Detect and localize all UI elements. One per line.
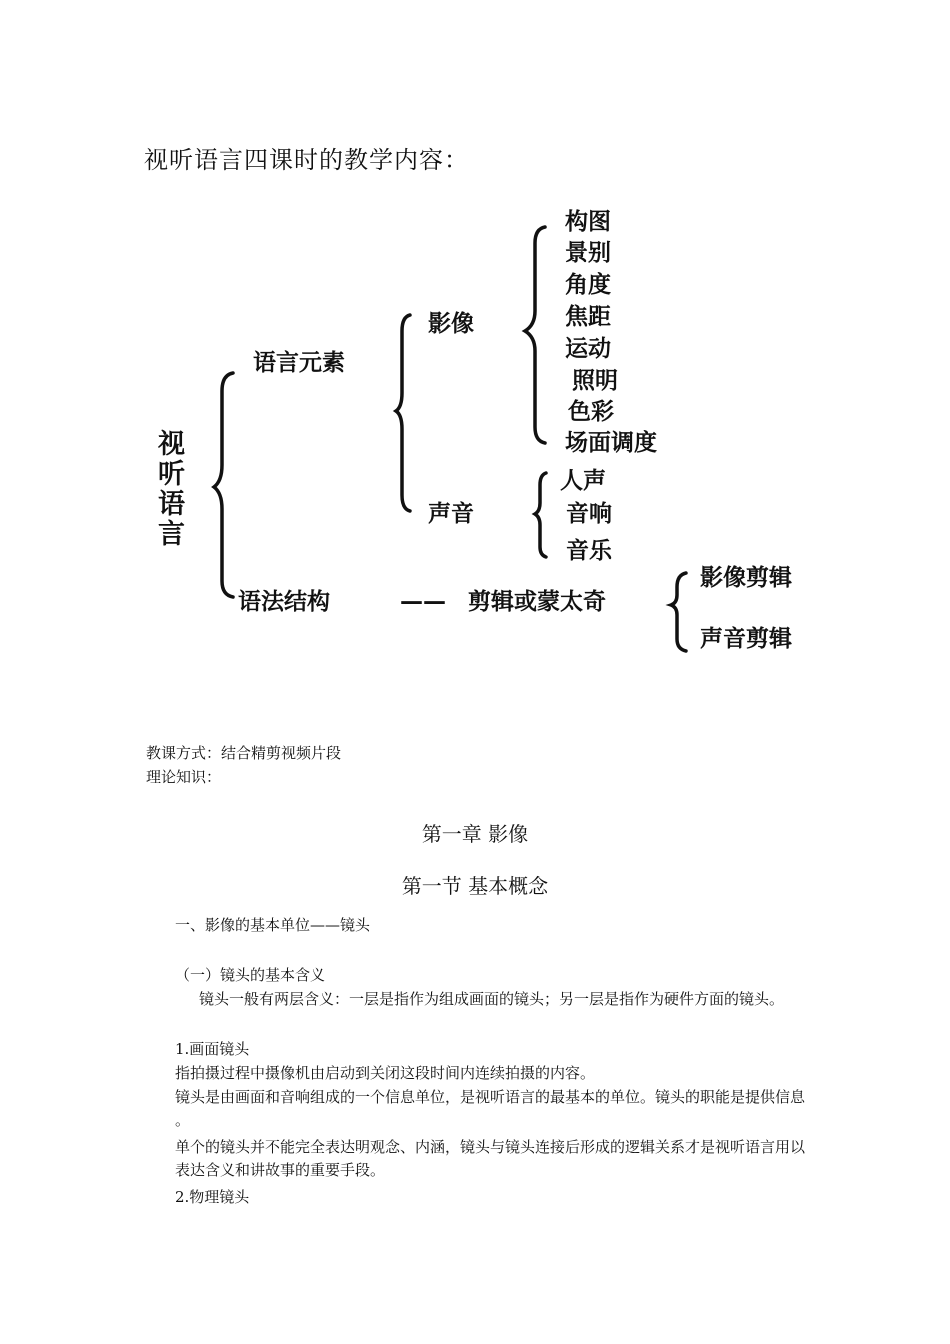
image-item: 色彩 xyxy=(568,399,614,425)
paragraph: 镜头一般有两层含义：一层是指作为组成画面的镜头；另一层是指作为硬件方面的镜头。 xyxy=(199,990,785,1008)
elements-brace xyxy=(396,315,410,511)
image-item: 焦距 xyxy=(565,304,611,330)
dash: —— xyxy=(400,589,446,615)
section-title: 第一节 基本概念 xyxy=(401,874,549,898)
root-char-4: 言 xyxy=(158,519,185,550)
sound-item: 音响 xyxy=(566,501,612,527)
page-heading: 视听语言四课时的教学内容： xyxy=(144,146,469,174)
edit-item: 影像剪辑 xyxy=(700,565,792,591)
sound-label: 声音 xyxy=(428,501,474,527)
chapter-title: 第一章 影像 xyxy=(421,822,529,846)
list-item-heading: 2.物理镜头 xyxy=(175,1188,250,1206)
subsection-heading: 一、影像的基本单位——镜头 xyxy=(175,916,371,934)
subsection-subheading: （一）镜头的基本含义 xyxy=(175,966,326,984)
branch-grammar-structure: 语法结构 xyxy=(238,589,330,615)
edit-brace xyxy=(671,573,686,651)
image-item: 运动 xyxy=(565,336,611,362)
montage-label: 剪辑或蒙太奇 xyxy=(468,589,606,615)
paragraph: 单个的镜头并不能完全表达明观念、内涵，镜头与镜头连接后形成的逻辑关系才是视听语言用以表达含义和讲故事的重要手段。 xyxy=(175,1138,806,1179)
image-item: 照明 xyxy=(572,368,618,394)
image-item: 场面调度 xyxy=(565,430,657,456)
image-item: 角度 xyxy=(565,272,611,298)
teaching-method: 教课方式：结合精剪视频片段 xyxy=(146,744,342,762)
image-item: 构图 xyxy=(565,209,611,235)
paragraph: 指拍摄过程中摄像机由启动到关闭这段时间内连续拍摄的内容。 xyxy=(175,1064,596,1082)
sound-item: 音乐 xyxy=(566,538,612,564)
root-brace xyxy=(214,373,233,597)
list-item-heading: 1.画面镜头 xyxy=(175,1040,250,1058)
edit-item: 声音剪辑 xyxy=(700,626,792,652)
sound-item: 人声 xyxy=(560,468,606,494)
sound-items-brace xyxy=(535,473,546,557)
image-items-brace xyxy=(525,227,545,443)
root-char-1: 视 xyxy=(158,429,185,460)
image-item: 景别 xyxy=(565,240,611,266)
image-label: 影像 xyxy=(428,311,474,337)
root-char-3: 语 xyxy=(158,489,185,520)
branch-language-elements: 语言元素 xyxy=(253,350,345,376)
root-char-2: 听 xyxy=(158,459,185,490)
concept-diagram xyxy=(0,195,950,675)
theory-label: 理论知识： xyxy=(146,768,222,786)
paragraph: 镜头是由画面和音响组成的一个信息单位，是视听语言的最基本的单位。镜头的职能是提供信息 。 xyxy=(175,1088,806,1129)
